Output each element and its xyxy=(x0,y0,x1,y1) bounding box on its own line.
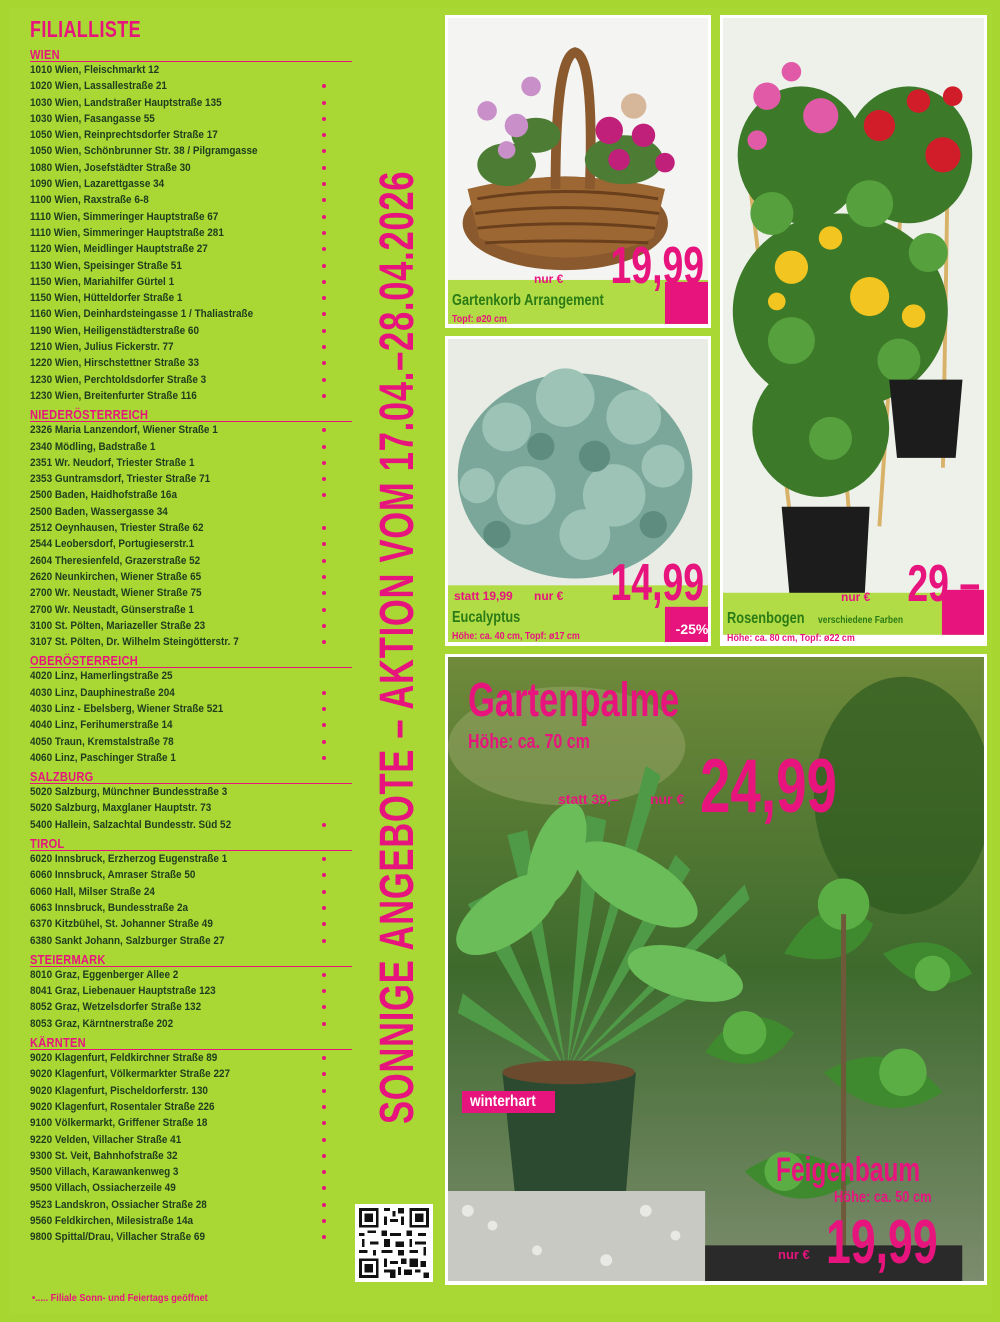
store-address: 2500 Baden, Haidhofstraße 16a xyxy=(30,489,177,502)
store-address: 1100 Wien, Raxstraße 6-8 xyxy=(30,194,149,207)
store-item xyxy=(30,62,360,78)
store-address: 1210 Wien, Julius Fickerstr. 77 xyxy=(30,341,174,354)
store-address: 1230 Wien, Breitenfurter Straße 116 xyxy=(30,389,197,402)
sunday-open-dot-icon xyxy=(322,922,326,926)
store-address: 1020 Wien, Lassallestraße 21 xyxy=(30,80,167,93)
region-3 xyxy=(30,770,360,833)
store-address: 9300 St. Veit, Bahnhofstraße 32 xyxy=(30,1149,178,1162)
store-address: 2353 Guntramsdorf, Triester Straße 71 xyxy=(30,473,211,486)
sunday-open-dot-icon xyxy=(322,247,326,251)
store-item xyxy=(30,734,360,750)
store-address: 8053 Graz, Kärntnerstraße 202 xyxy=(30,1017,174,1030)
store-item xyxy=(30,471,360,487)
store-address: 2700 Wr. Neustadt, Wiener Straße 75 xyxy=(30,587,202,600)
product-panel-eucalyptus[interactable] xyxy=(445,336,711,646)
sunday-open-dot-icon xyxy=(322,756,326,760)
sunday-open-dot-icon xyxy=(322,1219,326,1223)
store-address: 1220 Wien, Hirschstettner Straße 33 xyxy=(30,357,199,370)
sunday-open-dot-icon xyxy=(322,707,326,711)
store-regions xyxy=(30,48,360,1246)
store-list-footnote: •..... Filiale Sonn- und Feiertags geöffnet xyxy=(32,1292,208,1304)
store-item xyxy=(30,1164,360,1180)
store-address: 2544 Leobersdorf, Portugieserstr.1 xyxy=(30,538,195,551)
store-address: 9020 Klagenfurt, Rosentaler Straße 226 xyxy=(30,1100,215,1113)
store-address: 1190 Wien, Heiligenstädterstraße 60 xyxy=(30,324,199,337)
store-address: 6370 Kitzbühel, St. Johanner Straße 49 xyxy=(30,918,213,931)
eucalyptus-detail: Höhe: ca. 40 cm, Topf: ø17 cm xyxy=(452,630,580,642)
store-item xyxy=(30,388,360,404)
store-item xyxy=(30,274,360,290)
store-item xyxy=(30,78,360,94)
store-item xyxy=(30,422,360,438)
eucalyptus-title: Eucalyptus xyxy=(452,609,521,626)
region-heading: STEIERMARK xyxy=(30,953,352,967)
region-heading: KÄRNTEN xyxy=(30,1036,352,1050)
eucalyptus-discount-badge: -25% xyxy=(675,621,709,637)
store-item xyxy=(30,900,360,916)
region-heading: WIEN xyxy=(30,48,352,62)
store-address: 2351 Wr. Neudorf, Triester Straße 1 xyxy=(30,456,195,469)
store-item xyxy=(30,372,360,388)
sunday-open-dot-icon xyxy=(322,624,326,628)
store-item xyxy=(30,111,360,127)
feigenbaum-title: Feigenbaum xyxy=(776,1151,921,1189)
rosenbogen-title: Rosenbogen xyxy=(727,610,805,627)
store-item xyxy=(30,668,360,684)
store-address: 9800 Spittal/Drau, Villacher Straße 69 xyxy=(30,1231,205,1244)
store-address: 9500 Villach, Ossiacherzeile 49 xyxy=(30,1182,176,1195)
store-item xyxy=(30,750,360,766)
store-item xyxy=(30,176,360,192)
store-item xyxy=(30,520,360,536)
sunday-open-dot-icon xyxy=(322,198,326,202)
store-item xyxy=(30,258,360,274)
store-item xyxy=(30,225,360,241)
store-address: 9100 Völkermarkt, Griffener Straße 18 xyxy=(30,1117,208,1130)
sunday-open-dot-icon xyxy=(322,939,326,943)
store-item xyxy=(30,504,360,520)
store-address: 9220 Velden, Villacher Straße 41 xyxy=(30,1133,182,1146)
gartenpalme-price: 24,99 xyxy=(700,744,837,829)
store-address: 2500 Baden, Wassergasse 34 xyxy=(30,505,168,518)
store-address: 1110 Wien, Simmeringer Hauptstraße 67 xyxy=(30,210,219,223)
store-item xyxy=(30,1099,360,1115)
sunday-open-dot-icon xyxy=(322,493,326,497)
sunday-open-dot-icon xyxy=(322,973,326,977)
region-2 xyxy=(30,654,360,766)
store-address: 8052 Graz, Wetzelsdorfer Straße 132 xyxy=(30,1001,202,1014)
sunday-open-dot-icon xyxy=(322,133,326,137)
store-item xyxy=(30,241,360,257)
rosenbogen-price: 29,– xyxy=(907,555,980,613)
store-address: 1160 Wien, Deinhardsteingasse 1 / Thaliastraße xyxy=(30,308,254,321)
sunday-open-dot-icon xyxy=(322,526,326,530)
store-item xyxy=(30,1213,360,1229)
sunday-open-dot-icon xyxy=(322,1138,326,1142)
region-heading: SALZBURG xyxy=(30,770,352,784)
store-address: 2340 Mödling, Badstraße 1 xyxy=(30,440,156,453)
store-address: 8041 Graz, Liebenauer Hauptstraße 123 xyxy=(30,985,216,998)
store-item xyxy=(30,817,360,833)
store-address: 6380 Sankt Johann, Salzburger Straße 27 xyxy=(30,934,225,947)
store-address: 1050 Wien, Schönbrunner Str. 38 / Pilgramgasse xyxy=(30,145,258,158)
store-item xyxy=(30,618,360,634)
gartenpalme-statt-label: statt 39,– xyxy=(558,791,619,807)
sunday-open-dot-icon xyxy=(322,989,326,993)
sunday-open-dot-icon xyxy=(322,1154,326,1158)
store-address: 4020 Linz, Hamerlingstraße 25 xyxy=(30,670,173,683)
gartenpalme-nur-label: nur € xyxy=(650,791,685,807)
gartenkorb-nur-label: nur € xyxy=(534,272,564,286)
store-item xyxy=(30,916,360,932)
sunday-open-dot-icon xyxy=(322,345,326,349)
store-item xyxy=(30,95,360,111)
promo-period-banner xyxy=(362,24,432,1124)
store-address: 1150 Wien, Hütteldorfer Straße 1 xyxy=(30,292,183,305)
store-address: 1120 Wien, Meidlinger Hauptstraße 27 xyxy=(30,243,208,256)
sunday-open-dot-icon xyxy=(322,296,326,300)
store-address: 2620 Neunkirchen, Wiener Straße 65 xyxy=(30,570,202,583)
sunday-open-dot-icon xyxy=(322,640,326,644)
store-item xyxy=(30,1132,360,1148)
store-address: 2700 Wr. Neustadt, Günserstraße 1 xyxy=(30,603,194,616)
sunday-open-dot-icon xyxy=(322,428,326,432)
store-item xyxy=(30,851,360,867)
region-heading: TIROL xyxy=(30,837,352,851)
store-address: 4030 Linz, Dauphinestraße 204 xyxy=(30,686,175,699)
store-item xyxy=(30,1197,360,1213)
qr-code[interactable] xyxy=(355,1204,433,1282)
store-item xyxy=(30,867,360,883)
sunday-open-dot-icon xyxy=(322,1089,326,1093)
store-item xyxy=(30,487,360,503)
region-heading: NIEDERÖSTERREICH xyxy=(30,408,352,422)
store-address: 6020 Innsbruck, Erzherzog Eugenstraße 1 xyxy=(30,853,228,866)
store-address: 1080 Wien, Josefstädter Straße 30 xyxy=(30,161,191,174)
store-address: 4050 Traun, Kremstalstraße 78 xyxy=(30,735,174,748)
sunday-open-dot-icon xyxy=(322,477,326,481)
rosenbogen-nur-label: nur € xyxy=(841,590,871,604)
sunday-open-dot-icon xyxy=(322,312,326,316)
sunday-open-dot-icon xyxy=(322,608,326,612)
store-address: 9500 Villach, Karawankenweg 3 xyxy=(30,1166,179,1179)
sunday-open-dot-icon xyxy=(322,1203,326,1207)
store-address: 4040 Linz, Ferihumerstraße 14 xyxy=(30,719,173,732)
store-list xyxy=(30,14,360,1246)
sunday-open-dot-icon xyxy=(322,394,326,398)
sunday-open-dot-icon xyxy=(322,1022,326,1026)
store-item xyxy=(30,967,360,983)
sunday-open-dot-icon xyxy=(322,823,326,827)
sunday-open-dot-icon xyxy=(322,182,326,186)
store-address: 1110 Wien, Simmeringer Hauptstraße 281 xyxy=(30,226,224,239)
sunday-open-dot-icon xyxy=(322,591,326,595)
store-item xyxy=(30,701,360,717)
sunday-open-dot-icon xyxy=(322,101,326,105)
store-address: 1150 Wien, Mariahilfer Gürtel 1 xyxy=(30,275,175,288)
promo-period-text: SONNIGE ANGEBOTE – AKTION VOM 17.04.–28.04.2026 xyxy=(370,170,424,1124)
sunday-open-dot-icon xyxy=(322,723,326,727)
store-item xyxy=(30,602,360,618)
store-item xyxy=(30,143,360,159)
region-5 xyxy=(30,953,360,1032)
store-address: 1230 Wien, Perchtoldsdorfer Straße 3 xyxy=(30,373,207,386)
sunday-open-dot-icon xyxy=(322,264,326,268)
gartenkorb-price: 19,99 xyxy=(610,237,704,295)
store-item xyxy=(30,999,360,1015)
store-item xyxy=(30,127,360,143)
sunday-open-dot-icon xyxy=(322,1235,326,1239)
store-address: 6060 Hall, Milser Straße 24 xyxy=(30,885,155,898)
rosenbogen-detail: Höhe: ca. 80 cm, Topf: ø22 cm xyxy=(727,632,855,644)
eucalyptus-statt-label: statt 19,99 xyxy=(454,589,513,603)
region-0 xyxy=(30,48,360,404)
sunday-open-dot-icon xyxy=(322,329,326,333)
store-address: 1010 Wien, Fleischmarkt 12 xyxy=(30,64,160,76)
rosenbogen-subtitle: verschiedene Farben xyxy=(818,615,904,626)
sunday-open-dot-icon xyxy=(322,166,326,170)
sunday-open-dot-icon xyxy=(322,215,326,219)
store-item xyxy=(30,439,360,455)
eucalyptus-nur-label: nur € xyxy=(534,589,564,603)
sunday-open-dot-icon xyxy=(322,1105,326,1109)
store-item xyxy=(30,1083,360,1099)
store-list-title: FILIALLISTE xyxy=(30,16,141,42)
sunday-open-dot-icon xyxy=(322,906,326,910)
sunday-open-dot-icon xyxy=(322,691,326,695)
sunday-open-dot-icon xyxy=(322,740,326,744)
store-address: 1130 Wien, Speisinger Straße 51 xyxy=(30,259,182,272)
store-item xyxy=(30,983,360,999)
store-address: 4030 Linz - Ebelsberg, Wiener Straße 521 xyxy=(30,702,224,715)
gartenpalme-title: Gartenpalme xyxy=(468,674,680,727)
store-item xyxy=(30,1148,360,1164)
store-item xyxy=(30,306,360,322)
store-item xyxy=(30,1050,360,1066)
eucalyptus-price: 14,99 xyxy=(610,554,704,612)
sunday-open-dot-icon xyxy=(322,1072,326,1076)
store-address: 5020 Salzburg, Münchner Bundesstraße 3 xyxy=(30,786,228,799)
rosenbogen-image xyxy=(723,18,984,635)
region-4 xyxy=(30,837,360,949)
store-item xyxy=(30,160,360,176)
store-address: 8010 Graz, Eggenberger Allee 2 xyxy=(30,968,179,981)
sunday-open-dot-icon xyxy=(322,1170,326,1174)
store-item xyxy=(30,569,360,585)
sunday-open-dot-icon xyxy=(322,117,326,121)
region-heading: OBERÖSTERREICH xyxy=(30,654,352,668)
product-panel-gartenkorb[interactable] xyxy=(445,15,711,328)
store-item xyxy=(30,323,360,339)
sunday-open-dot-icon xyxy=(322,1005,326,1009)
sunday-open-dot-icon xyxy=(322,378,326,382)
store-address: 1030 Wien, Fasangasse 55 xyxy=(30,112,155,125)
store-item xyxy=(30,339,360,355)
store-item xyxy=(30,1066,360,1082)
sunday-open-dot-icon xyxy=(322,149,326,153)
sunday-open-dot-icon xyxy=(322,873,326,877)
sunday-open-dot-icon xyxy=(322,280,326,284)
store-item xyxy=(30,209,360,225)
store-address: 5020 Salzburg, Maxglaner Hauptstr. 73 xyxy=(30,802,212,815)
store-item xyxy=(30,455,360,471)
store-address: 6063 Innsbruck, Bundesstraße 2a xyxy=(30,901,189,914)
feigenbaum-price: 19,99 xyxy=(826,1208,938,1277)
store-item xyxy=(30,290,360,306)
store-address: 9020 Klagenfurt, Pischeldorferstr. 130 xyxy=(30,1084,208,1097)
gartenpalme-detail: Höhe: ca. 70 cm xyxy=(468,731,590,753)
feigenbaum-detail: Höhe: ca. 50 cm xyxy=(834,1189,932,1206)
sunday-open-dot-icon xyxy=(322,1121,326,1125)
product-panel-rosenbogen[interactable] xyxy=(720,15,987,646)
store-address: 3100 St. Pölten, Mariazeller Straße 23 xyxy=(30,619,206,632)
feigenbaum-nur-label: nur € xyxy=(778,1247,810,1262)
store-item xyxy=(30,355,360,371)
sunday-open-dot-icon xyxy=(322,1056,326,1060)
store-item xyxy=(30,784,360,800)
gartenkorb-detail: Topf: ø20 cm xyxy=(452,313,507,325)
store-item xyxy=(30,192,360,208)
store-address: 9523 Landskron, Ossiacher Straße 28 xyxy=(30,1198,207,1211)
sunday-open-dot-icon xyxy=(322,461,326,465)
sunday-open-dot-icon xyxy=(322,559,326,563)
store-item xyxy=(30,1180,360,1196)
sunday-open-dot-icon xyxy=(322,575,326,579)
sunday-open-dot-icon xyxy=(322,231,326,235)
store-address: 6060 Innsbruck, Amraser Straße 50 xyxy=(30,869,196,882)
store-address: 2512 Oeynhausen, Triester Straße 62 xyxy=(30,522,204,535)
store-address: 9020 Klagenfurt, Feldkirchner Straße 89 xyxy=(30,1052,218,1065)
sunday-open-dot-icon xyxy=(322,445,326,449)
region-1 xyxy=(30,408,360,650)
store-address: 1090 Wien, Lazarettgasse 34 xyxy=(30,178,165,191)
store-item xyxy=(30,685,360,701)
store-address: 1050 Wien, Reinprechtsdorfer Straße 17 xyxy=(30,129,218,142)
store-address: 4060 Linz, Paschinger Straße 1 xyxy=(30,751,176,764)
sunday-open-dot-icon xyxy=(322,542,326,546)
sunday-open-dot-icon xyxy=(322,84,326,88)
store-address: 9020 Klagenfurt, Völkermarkter Straße 227 xyxy=(30,1068,231,1081)
store-item xyxy=(30,717,360,733)
store-item xyxy=(30,1016,360,1032)
qr-code-icon xyxy=(359,1208,429,1278)
store-address: 1030 Wien, Landstraßer Hauptstraße 135 xyxy=(30,96,222,109)
store-address: 2604 Theresienfeld, Grazerstraße 52 xyxy=(30,554,201,567)
store-address: 3107 St. Pölten, Dr. Wilhelm Steingötterstr. 7 xyxy=(30,636,239,649)
sunday-open-dot-icon xyxy=(322,1186,326,1190)
region-6 xyxy=(30,1036,360,1246)
store-address: 2326 Maria Lanzendorf, Wiener Straße 1 xyxy=(30,424,218,437)
gartenkorb-title: Gartenkorb Arrangement xyxy=(452,292,604,309)
sunday-open-dot-icon xyxy=(322,857,326,861)
product-panel-gartenpalme-feigenbaum[interactable] xyxy=(445,654,987,1285)
winterhart-badge: winterhart xyxy=(462,1091,555,1113)
store-item xyxy=(30,1115,360,1131)
store-item xyxy=(30,553,360,569)
sunday-open-dot-icon xyxy=(322,890,326,894)
store-item xyxy=(30,634,360,650)
store-item xyxy=(30,884,360,900)
sunday-open-dot-icon xyxy=(322,361,326,365)
store-item xyxy=(30,800,360,816)
store-address: 5400 Hallein, Salzachtal Bundesstr. Süd 52 xyxy=(30,818,232,831)
store-item xyxy=(30,1229,360,1245)
store-item xyxy=(30,933,360,949)
store-address: 9560 Feldkirchen, Milesistraße 14a xyxy=(30,1215,194,1227)
store-item xyxy=(30,536,360,552)
store-item xyxy=(30,585,360,601)
